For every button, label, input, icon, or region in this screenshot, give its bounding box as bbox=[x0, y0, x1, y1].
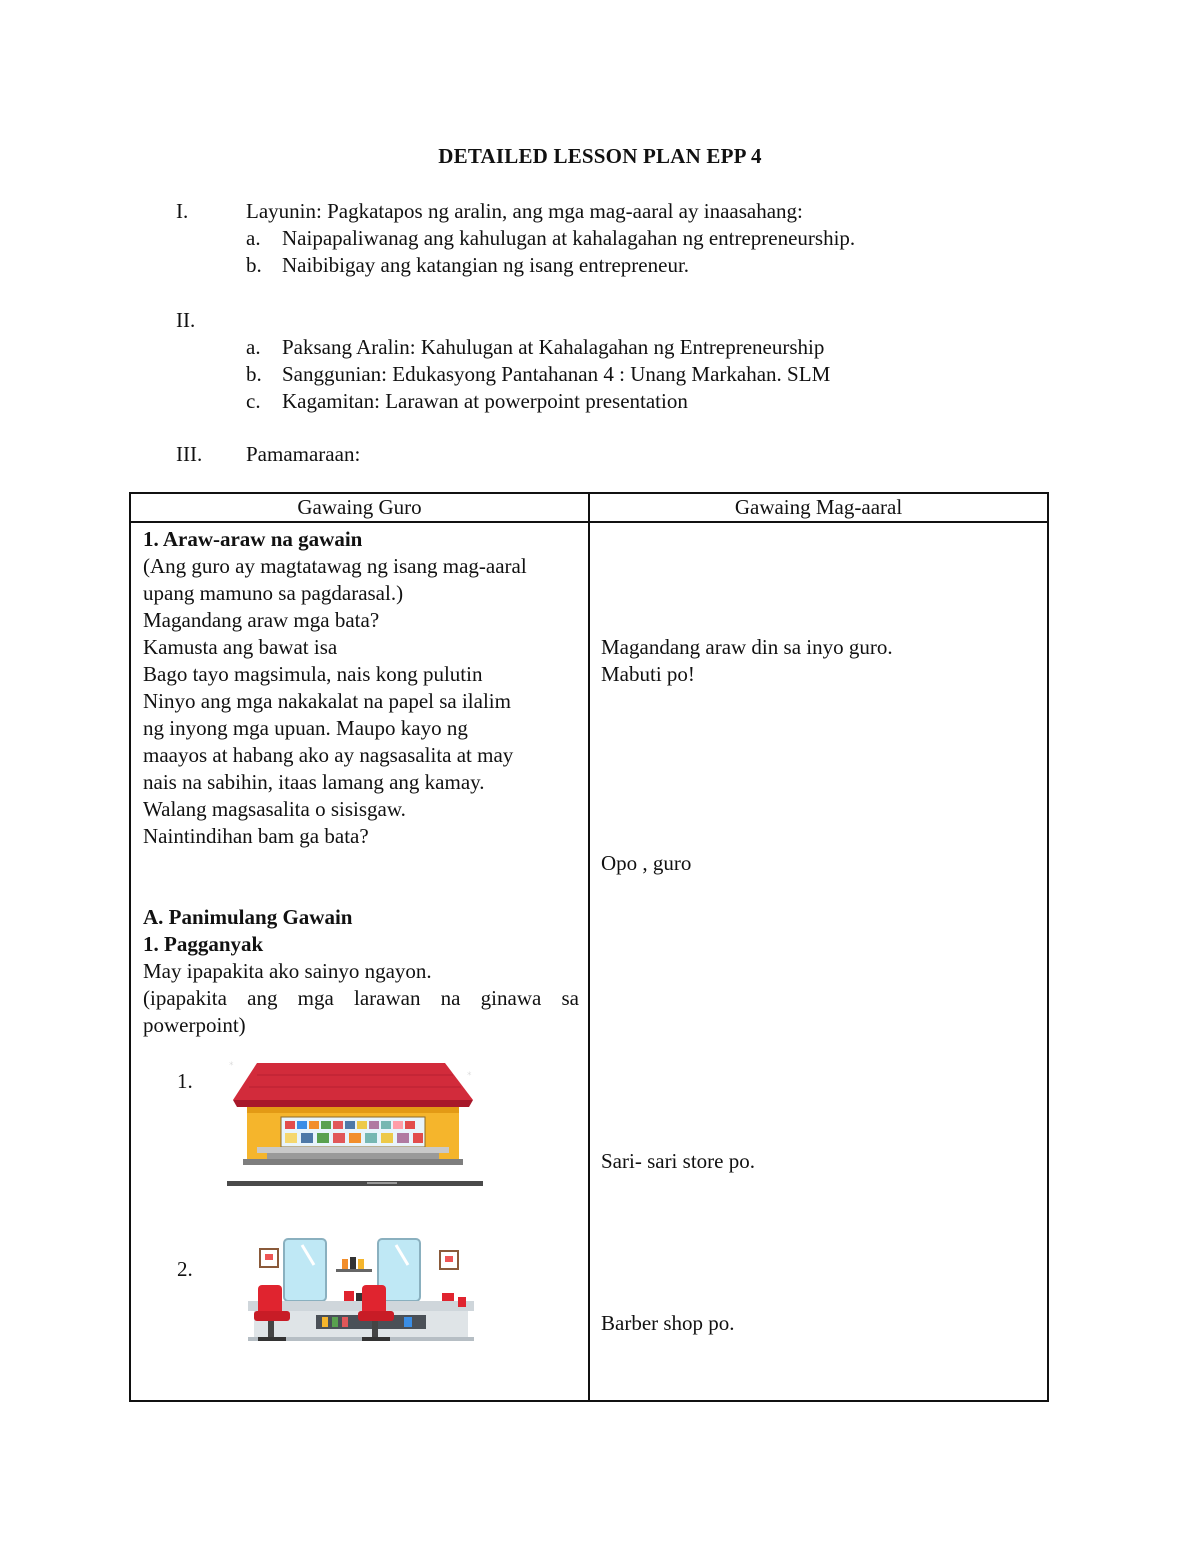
table-row bbox=[130, 522, 1048, 1401]
heading-introductory: A. Panimulang Gawain bbox=[143, 905, 353, 929]
section-objectives bbox=[176, 198, 1076, 288]
section-number: I. bbox=[176, 199, 189, 223]
student-reply: Opo , guro bbox=[601, 851, 692, 875]
section-subject-matter bbox=[176, 307, 1076, 417]
image-number: 1. bbox=[177, 1069, 193, 1093]
document-title: DETAILED LESSON PLAN EPP 4 bbox=[438, 144, 762, 168]
header-teacher: Gawaing Guro bbox=[130, 493, 589, 522]
section-text: Layunin: Pagkatapos ng aralin, ang mga mag-aaral ay inaasahang: bbox=[246, 199, 803, 223]
teacher-line: Walang magsasalita o sisisgaw. bbox=[143, 797, 406, 821]
section-number: II. bbox=[176, 308, 196, 332]
list-item bbox=[246, 361, 830, 388]
teacher-line: Naintindihan bam ga bata? bbox=[143, 824, 369, 848]
student-cell bbox=[589, 522, 1048, 1401]
list-letter: a. bbox=[246, 226, 261, 250]
list-text: Paksang Aralin: Kahulugan at Kahalagahan ng Entrepreneurship bbox=[282, 335, 825, 359]
teacher-line: upang mamuno sa pagdarasal.) bbox=[143, 581, 404, 605]
teacher-line: Bago tayo magsimula, nais kong pulutin bbox=[143, 662, 483, 686]
section-text: Pamamaraan: bbox=[246, 442, 361, 466]
section-number: III. bbox=[176, 442, 203, 466]
section-procedure bbox=[176, 441, 1076, 471]
teacher-line: Ninyo ang mga nakakalat na papel sa ilalim bbox=[143, 689, 511, 713]
teacher-line: maayos at habang ako ay nagsasalita at may bbox=[143, 743, 514, 767]
svg-text:⁎: ⁎ bbox=[467, 1068, 472, 1078]
list-text: Naipapaliwanag ang kahulugan at kahalagahan ng entrepreneurship. bbox=[282, 226, 856, 250]
student-reply: Mabuti po! bbox=[601, 662, 695, 686]
lesson-table bbox=[129, 492, 1049, 1402]
list-text: Naibibigay ang katangian ng isang entrepreneur. bbox=[282, 253, 690, 277]
student-reply: Magandang araw din sa inyo guro. bbox=[601, 635, 893, 659]
list-letter: a. bbox=[246, 335, 261, 359]
heading-motivation: 1. Pagganyak bbox=[143, 932, 264, 956]
list-item bbox=[246, 225, 855, 252]
teacher-line: ng inyong mga upuan. Maupo kayo ng bbox=[143, 716, 468, 740]
paragraph-line: powerpoint) bbox=[143, 1013, 246, 1037]
list-letter: b. bbox=[246, 253, 262, 277]
heading-daily-routine: 1. Araw-araw na gawain bbox=[143, 527, 363, 551]
table-header-row bbox=[130, 493, 1048, 522]
image-number: 2. bbox=[177, 1257, 193, 1281]
barber-shop-image bbox=[244, 1235, 478, 1353]
paragraph-line: (ipapakita ang mga larawan na ginawa sa bbox=[143, 986, 579, 1010]
svg-text:⁎: ⁎ bbox=[229, 1058, 234, 1068]
list-item bbox=[246, 334, 824, 361]
list-text: Sanggunian: Edukasyong Pantahanan 4 : Unang Markahan. SLM bbox=[282, 362, 831, 386]
list-text: Kagamitan: Larawan at powerpoint presentation bbox=[282, 389, 688, 413]
teacher-line: May ipapakita ako sainyo ngayon. bbox=[143, 959, 432, 983]
list-letter: b. bbox=[246, 362, 262, 386]
list-letter: c. bbox=[246, 389, 261, 413]
student-reply: Barber shop po. bbox=[601, 1311, 735, 1335]
teacher-cell bbox=[130, 522, 589, 1401]
header-student: Gawaing Mag-aaral bbox=[589, 493, 1048, 522]
student-reply: Sari- sari store po. bbox=[601, 1149, 755, 1173]
teacher-line: (Ang guro ay magtatawag ng isang mag-aaral bbox=[143, 554, 527, 578]
sari-sari-store-image bbox=[217, 1045, 487, 1195]
teacher-line: nais na sabihin, itaas lamang ang kamay. bbox=[143, 770, 485, 794]
teacher-line: Magandang araw mga bata? bbox=[143, 608, 380, 632]
list-item bbox=[246, 388, 688, 415]
teacher-line: Kamusta ang bawat isa bbox=[143, 635, 338, 659]
teacher-paragraph bbox=[143, 985, 579, 1039]
list-item bbox=[246, 252, 689, 279]
